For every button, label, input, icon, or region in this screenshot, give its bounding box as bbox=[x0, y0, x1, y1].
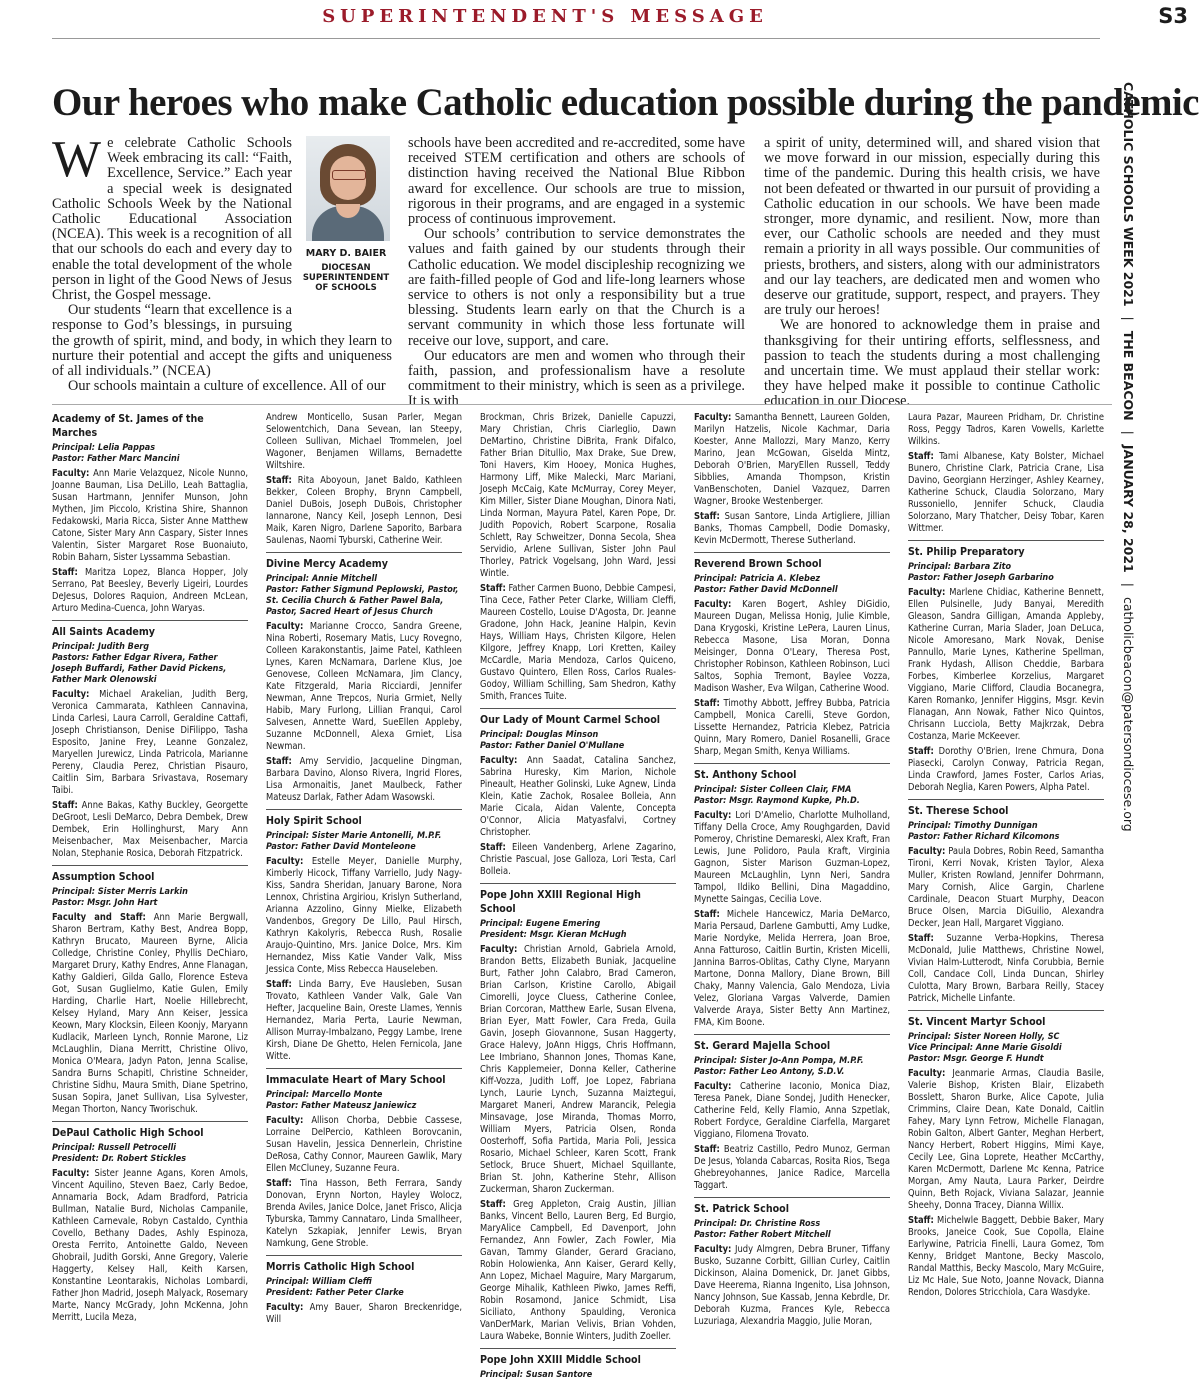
principal: Principal: Patricia A. Klebez bbox=[694, 574, 821, 584]
principal: Principal: Sister Merris Larkin bbox=[52, 887, 188, 897]
school-block bbox=[480, 1348, 676, 1381]
school-name: Morris Catholic High School bbox=[266, 1255, 462, 1274]
school-block bbox=[52, 620, 248, 860]
school-name: Academy of St. James of the Marches bbox=[52, 413, 204, 439]
pastor: Pastor: Father Joseph Garbarino bbox=[908, 573, 1054, 583]
author-photo bbox=[306, 136, 390, 241]
section-rule bbox=[52, 404, 1112, 405]
principal: Principal: Timothy Dunnigan bbox=[908, 821, 1038, 831]
vice-principal: Vice Principal: Anne Marie Gisoldi bbox=[908, 1043, 1062, 1053]
pastor: Pastor: Msgr. George F. Hundt bbox=[908, 1054, 1044, 1064]
pastor: Pastor: Father Sigmund Peplowski, Pastor, St. Cecilia Church & Father Pawel Bala, Pastor, Sacred Heart of Jesus Church bbox=[266, 585, 459, 617]
staff-list: Staff: Rita Aboyoun, Janet Baldo, Kathleen Bekker, Coleen Brophy, Brynn Campbell, Daniel DuBois, Joseph DuBois, Christopher Iannarone, Nancy Keil, Joseph Lennon, Desi Maik, Karen Nigro, Darlene Saporito, Barbara Saulenas, Naomi Tyburski, Catherine Weir. bbox=[266, 475, 462, 546]
school-name: Holy Spirit School bbox=[266, 809, 462, 828]
drop-cap: W bbox=[52, 131, 102, 188]
faculty-list-continued: Laura Pazar, Maureen Pridham, Dr. Christine Ross, Peggy Tadros, Karen Vowells, Karlette Wilkins. bbox=[908, 412, 1104, 447]
principal: Principal: Sister Colleen Clair, FMA bbox=[694, 785, 852, 795]
article-paragraph: schools have been accredited and re-accredited, some have received STEM certification and others are schools of distinction having received the National Blue Ribbon award for excellence. Our schools are true to mission, rigorous in their programs, and are engaged in a systemic process of continuous improvement. bbox=[408, 135, 745, 228]
school-name: Assumption School bbox=[52, 865, 248, 884]
school-name: St. Gerard Majella School bbox=[694, 1034, 890, 1053]
school-block bbox=[694, 1034, 890, 1192]
article-paragraph: We are honored to acknowledge them in praise and thanksgiving for their untiring efforts, selflessness, and passion to teach the students during a most challenging and uncertain time. We must applaud their stellar work: they have helped make it possible to continue Catholic education in our Diocese. bbox=[764, 317, 1100, 410]
faculty-list: Faculty: Karen Bogert, Ashley DiGidio, Maureen Dugan, Melissa Honig, Julie Kimble, Dana Krygoski, Kristine LePera, Lauren Linus, Rebecca Masone, Lisa Moran, Donna Meisinger, Donna O'Leary, Theresa Post, Christopher Robinson, Kathleen Robinson, Luci Saltos, Sophia Tremont, Baylee Vozza, Madison Washer, Eva Wilgan, Catherine Wood. bbox=[694, 599, 891, 694]
faculty-list: Faculty: Sister Jeanne Agans, Koren Amols, Vincent Aquilino, Steven Baez, Carly Bedoe, Annamaria Bock, Adam Bradford, Patricia Bullman, Natalie Burd, Nicholas Campanile, Kathleen Carnevale, Robyn Castaldo, Cynthia Covello, Bethany Dades, Ashly Espinoza, Oresta Ferrito, Antoinette Galdo, Neveen Ghobrail, Judith Gorski, Anne Gregory, Valerie Haggerty, Kelsey Hall, Keith Karsen, Konstantine Leontarakis, Nicholas Lombardi, Father Jhon Madrid, Joseph Malyack, Rosemary Marte, Nancy McGrady, John McKenna, John Merritt, Lucila Meza, bbox=[52, 1168, 248, 1323]
pastor: Pastor: Msgr. John Hart bbox=[52, 898, 158, 908]
article-paragraph: Our schools maintain a culture of excellence. All of our bbox=[68, 378, 386, 395]
pastor: Pastor: Father Richard Kilcomons bbox=[908, 832, 1060, 842]
school-name: All Saints Academy bbox=[52, 620, 248, 639]
faculty-list: Faculty: Christian Arnold, Gabriela Arnold, Brandon Betts, Elizabeth Buniak, Jacqueline Burt, Father John Calabro, Brad Cameron, Brian Carlson, Kristine Carollo, Abigail Cimorelli, Joyce Cluess, Catherine Conlee, Brian Corcoran, Matthew Earle, Susan Elvena, Brian Eyer, Matt Fowler, Cara Freda, Guila Gavin, Joseph Giovannone, Susan Haggerty, Grace Halevy, JoAnn Higgs, Chris Hoffmann, Lee Imbriano, Shannon Jones, Thomas Kane, Chris Kapplemeier, Donna Keller, Catherine Kiff-Vozza, Judith Loff, Joe Lopez, Fabriana Lynch, Laurie Lynch, Suzanna Maiztegui, Margaret Maneri, Andrew Marancik, Pelegia Minsavage, Jose Miranda, Thomas Morro, William Myers, Patricia Olsen, Ronda Oosterhoff, Sofia Partida, Maria Poli, Jessica Rosario, Michael Schleer, Karen Scott, Frank Setlock, Bruce Shuert, Michael Squillante, Brian St. John, Katherine Stehr, Allison Zuckerman, Sharon Zuckerman. bbox=[480, 944, 676, 1195]
principal: Principal: Sister Noreen Holly, SC bbox=[908, 1032, 1060, 1042]
page-number: S3 bbox=[1158, 4, 1188, 28]
sidebar-date: JANUARY 28, 2021 bbox=[1121, 444, 1136, 573]
author-name: MARY D. BAIER bbox=[305, 248, 387, 259]
sidebar-separator: | bbox=[1121, 316, 1136, 321]
school-block bbox=[480, 708, 676, 878]
school-name: Pope John XXIII Regional High School bbox=[480, 883, 676, 916]
principal: Principal: Douglas Minson bbox=[480, 730, 599, 740]
school-name: Reverend Brown School bbox=[694, 552, 890, 571]
list-column-1 bbox=[52, 412, 248, 1329]
school-block-continued bbox=[908, 412, 1104, 535]
list-column-5 bbox=[908, 412, 1104, 1304]
school-block bbox=[480, 883, 676, 1343]
school-block bbox=[694, 1197, 890, 1328]
pastor: Pastors: Father Edgar Rivera, Father Joseph Buffardi, Father David Pickens, Father Mark Olenowski bbox=[52, 653, 227, 685]
pastor: Pastor: Father Robert Mitchell bbox=[694, 1230, 831, 1240]
school-block bbox=[694, 763, 890, 1029]
headline: Our heroes who make Catholic education possible during the pandemic bbox=[52, 81, 1199, 124]
faculty-list: Faculty: Ann Marie Velazquez, Nicole Nunno, Joanne Bauman, Lisa DeLillo, Leah Battaglia, Susan Hartmann, Jennifer Munson, John Mythen, Jim Piccolo, Kristina Shire, Shannon Fedakowski, Maria Ricca, Sister Anne Matthew Catone, Sister Mary Ann Caspary, Sister Innes Valentin, Sister Margaret Rose Buonaiuto, Robin Baharn, Sister Lyssamma Sebastian. bbox=[52, 468, 248, 563]
staff-list: Staff: Tami Albanese, Katy Bolster, Michael Bunero, Christine Clark, Patricia Crane, Lisa Davino, Georgiann Herzinger, Ashley Kearney, Katherine Schuck, Claudia Solorzano, Mary Russoniello, Jennifer Schuck, Claudia Solorzano, Mary Thatcher, Deisy Tobar, Karen Wittmer. bbox=[908, 451, 1104, 534]
school-block bbox=[908, 540, 1104, 794]
article-paragraph: Our students “learn that excellence is a response to God’s blessings, in pursuing the growth of spirit, mind, and body, in which they learn to nurture their potential and accept the gifts and uniqueness of all individuals.” (NCEA) bbox=[52, 302, 392, 380]
article-column-1 bbox=[52, 131, 392, 395]
principal: Principal: Annie Mitchell bbox=[266, 574, 378, 584]
school-block bbox=[52, 865, 248, 1116]
president: President: Father Peter Clarke bbox=[266, 1288, 404, 1298]
principal: Principal: Dr. Christine Ross bbox=[694, 1219, 821, 1229]
faculty-list: Faculty: Amy Bauer, Sharon Breckenridge, Will bbox=[266, 1302, 462, 1325]
staff-list: Staff: Eileen Vandenberg, Arlene Zagarino, Christie Pascual, Jose Galloza, Lori Testa, Carl Bolleia. bbox=[480, 842, 677, 877]
staff-list: Staff: Michele Hancewicz, Maria DeMarco, Maria Persaud, Darlene Gambutti, Amy Ludke, Marie Nordyke, Melida Herrera, Joan Broe, Anna Fatturoso, Caitlin Burtin, Kristen Micelli, Jannina Barros-Oblitas, Cathy Clyne, Maryann Martone, Donna Mallory, Diane Brown, Bill Chaky, Manny Valencia, Galo Mendoza, Livia Velez, Gloriana Vargas Valverde, Damien Valverde Araya, Sister Betty Ann Martinez, FMA, Kim Boone. bbox=[694, 909, 890, 1028]
staff-list: Staff: Amy Servidio, Jacqueline Dingman, Barbara Davino, Alonso Rivera, Ingrid Flores, Lisa Armonaitis, Janet Maulbeck, Father Mateusz Darlak, Father Adam Wasowski. bbox=[266, 756, 462, 803]
article-column-3 bbox=[764, 136, 1100, 410]
sidebar-separator: | bbox=[1121, 582, 1136, 587]
principal: Principal: Barbara Zito bbox=[908, 562, 1012, 572]
school-block bbox=[52, 412, 248, 615]
school-block bbox=[266, 552, 462, 804]
faculty-list-continued: Brockman, Chris Brizek, Danielle Capuzzi, Mary Christian, Chris Ciarleglio, Dawn DeMartino, Christine DiBrita, Frank Difalco, Father Brian Ditullio, Max Drake, Sue Drew, Toni Havers, Kim Hooey, Monica Hughes, Harmony Liff, Mike Malecki, Marc Mariani, Joseph McCaig, Kate McMurray, Corey Meyer, Kim Miller, Sister Diane Moughan, Dinora Nati, Linda Norman, Mayura Patel, Karen Pope, Dr. Judith Popovich, Robert Scarpone, Rosalia Schlett, Ray Schweitzer, Donna Secola, Shea Servidio, Arlene Sullivan, Sister John Paul Thorley, Patrick Vogelsang, John Ward, Jessi Wintle. bbox=[480, 412, 676, 579]
pastor: Pastor: Father Mateusz Janiewicz bbox=[266, 1101, 417, 1111]
pastor: Pastor: Msgr. Raymond Kupke, Ph.D. bbox=[694, 796, 860, 806]
sidebar-separator: | bbox=[1121, 430, 1136, 435]
list-column-2 bbox=[266, 412, 462, 1331]
staff-list: Staff: Susan Santore, Linda Artigliere, Jillian Banks, Thomas Campbell, Dodie Domasky, Kevin McDermott, Therese Sutherland. bbox=[694, 511, 890, 546]
principal: Principal: Susan Santore bbox=[480, 1370, 593, 1380]
article-column-2 bbox=[408, 136, 745, 410]
author-title: DIOCESAN SUPERINTENDENT OF SCHOOLS bbox=[302, 263, 390, 293]
school-name: St. Therese School bbox=[908, 799, 1104, 818]
faculty-list-continued: Andrew Monticello, Susan Parler, Megan Selowentchich, Dana Sevean, Ian Steepy, Colleen Sullivan, Michael Trommelen, Joel Wagoner, Benjamen Willams, Bernadette Wiltshire. bbox=[266, 412, 462, 471]
staff-list: Staff: Dorothy O'Brien, Irene Chmura, Dona Piasecki, Carolyn Conway, Patricia Regan, Linda Crawford, James Foster, Carlos Arias, Deborah Neglia, Karen Powers, Alpha Patel. bbox=[908, 746, 1104, 793]
school-name: Our Lady of Mount Carmel School bbox=[480, 708, 676, 727]
list-column-4 bbox=[694, 412, 890, 1333]
faculty-list: Faculty: Paula Dobres, Robin Reed, Samantha Tironi, Kerri Novak, Kristen Taylor, Alexa Muller, Kristen Rowland, Jennifer Dohrmann, Mary Cornish, Alice Gargin, Charlene Cardinale, Deacon Stuart Murphy, Deacon Bruce Olsen, Marcia DiGuilio, Alexandra Decker, Jean Hall, Margaret Viggiano. bbox=[908, 846, 1104, 929]
school-name: St. Vincent Martyr School bbox=[908, 1010, 1104, 1029]
sidebar-publication: CATHOLIC SCHOOLS WEEK 2021 bbox=[1121, 82, 1136, 307]
faculty-list: Faculty: Marianne Crocco, Sandra Greene, Nina Roberti, Rosemary Matis, Lucy Rovegno, Colleen Karakonstantis, Jaime Patel, Kathleen Lynes, Karen McNamara, Darlene Klus, Joe Genovese, Colleen McNamara, Jim Clancy, Kate Fitzgerald, Maria Ricciardi, Jennifer Newman, Anne Trepcos, Nuria Grmiet, Nelly Habib, Mary Furlong, Lillian Franqui, Carol Salvesen, Annette Ward, SueEllen Appleby, Suzanne McDonnell, Alexa Grniet, Lisa Newman. bbox=[266, 621, 462, 752]
article-paragraph: Our schools’ contribution to service demonstrates the values and faith gained by our students through their Catholic education. We model discipleship recognizing we are faith-filled people of God and life-long learners whose service to others is not only a responsibility but a true blessing. Students learn early on that the Church is a servant community in which those less fortunate will receive our love, support, and care. bbox=[408, 226, 745, 349]
article-paragraph: Our educators are men and women who through their faith, passion, and professionalism have a resolute commitment to their ministry, which is seen as a privilege. It is with bbox=[408, 347, 745, 410]
list-column-3 bbox=[480, 412, 676, 1386]
faculty-list-continued: Faculty: Samantha Bennett, Laureen Golden, Marilyn Hatzelis, Nicole Kachmar, Daria Koester, Anne Mallozzi, Mary Manzo, Kerry Marino, Jean McGowan, Giselda Mintz, Deborah O'Brien, MaryEllen Russell, Teddy Sibblies, Amanda Thompson, Kristin VanBenschoten, Daniel Vazquez, Darren Wagner, Brooke Westenberger. bbox=[694, 412, 890, 507]
school-block bbox=[266, 1068, 462, 1250]
school-block bbox=[908, 1010, 1104, 1299]
pastor: Pastor: Father David Monteleone bbox=[266, 842, 416, 852]
pastor: Pastor: Father Daniel O'Mullane bbox=[480, 741, 625, 751]
staff-list: Staff: Linda Barry, Eve Hausleben, Susan Trovato, Kathleen Vander Valk, Gale Van Hefter, Jacqueline Bain, Oreste Llames, Yennis Hernandez, Maria Perta, Laurie Newman, Allison Murray-Imbalzano, Peggy Lambe, Irene Kirsh, Diane De Ghetto, Helen Fernicola, Jane Witte. bbox=[266, 979, 463, 1062]
principal: Principal: Sister Marie Antonelli, M.P.F. bbox=[266, 831, 442, 841]
faculty-list: Faculty and Staff: Ann Marie Bergwall, Sharon Bertram, Kathy Best, Andrea Bopp, Kathryn Brucato, Maureen Byrne, Alicia Colledge, Christine Conley, Phyllis DeChiaro, Margaret Drury, Kathy Endres, Anne Flanagan, Kathy Galdieri, Gilda Gallo, Florence Esteva Got, Susan Guglielmo, Katie Gulen, Emily Harding, Charlie Hart, Noelie Hillebrecht, Kelsey Hyland, Mary Ann Keiser, Jessica Keown, Mary Klocksin, Eileen Koonjy, Maryann Kudlacik, Marleen Lynch, Ronnie Marone, Liz McLaughlin, Diana Merritt, Christine Olivo, Monica O'Meara, Jadyn Paton, Jenna Scalise, Sandra Burns Schapitl, Christine Schneider, Christine Sidhu, Maura Smith, Diane Spetrino, Susan Sopira, Janet Sullivan, Lisa Sylvester, Megan Thorton, Nancy Tworischuk. bbox=[52, 912, 248, 1115]
school-block bbox=[908, 799, 1104, 1005]
staff-list: Staff: Father Carmen Buono, Debbie Campesi, Tina Cece, Father Peter Clarke, William Cleffi, Maureen Costello, Louise D'Agosta, Dr. Jeanne Gradone, John Hack, Jeanine Halpin, Kevin Hays, William Hays, Christen Kilgore, Helen Kilgore, Jeffrey Knapp, Lori Kretten, Kailey McCardle, Maria Mendoza, Carlos Quiceno, Gustavo Quintero, Ellen Ross, Carlos Ruales-Godoy, William Schilling, Sam Shedron, Kathy Smith, Frances Tuite. bbox=[480, 583, 676, 702]
staff-list: Staff: Anne Bakas, Kathy Buckley, Georgette DeGroot, Lesli DeMarco, Debra Dembek, Drew Dembek, Erin Hollinghurst, Mary Ann Meisenbacher, Max Meisenbacher, Marcia Nolan, Stephanie Rosica, Deborah Fitzpatrick. bbox=[52, 800, 248, 859]
school-block-continued bbox=[694, 412, 890, 547]
school-name: St. Patrick School bbox=[694, 1197, 890, 1216]
staff-list: Staff: Tina Hasson, Beth Ferrara, Sandy Donovan, Erynn Norton, Hayley Wolocz, Brenda Aviles, Janice Dolce, Janet Frisco, Alicja Tyburska, Tammy Cannataro, Linda Smallheer, Katelyn Szkapiak, Jennifer Lewis, Bryan Namkung, Gene Stroble. bbox=[266, 1178, 462, 1249]
photo-caption bbox=[300, 249, 392, 293]
pastor: Pastor: Father Marc Mancini bbox=[52, 454, 180, 464]
school-name: St. Anthony School bbox=[694, 763, 890, 782]
school-block bbox=[52, 1121, 248, 1324]
president: President: Dr. Robert Stickles bbox=[52, 1154, 187, 1164]
article-paragraph: a spirit of unity, determined will, and shared vision that we move forward in our mission, especially during this time of the pandemic. During this health crisis, we have not been defeated or thwarted in our pursuit of providing a Catholic education in our schools. We have been made stronger, more dynamic, and resilient. Now, more than ever, our Catholic schools are needed and they must remain a priority in all ways possible. Our communities of priests, brothers, and sisters, along with our administrators and our lay teachers, are dedicated men and women who deserve our gratitude, support, respect, and prayers. They are truly our heroes! bbox=[764, 135, 1100, 319]
school-name: Immaculate Heart of Mary School bbox=[266, 1068, 462, 1087]
staff-list: Staff: Suzanne Verba-Hopkins, Theresa McDonald, Julie Matthews, Christine Nowel, Vivian Halm-Lutterodt, Ninfa Corubbia, Bernie Coll, Candace Coll, Linda Duncan, Shirley Culotta, Mary Brown, Barbara Reilly, Stacey Patrick, Michelle Linfante. bbox=[908, 933, 1105, 1004]
faculty-list: Faculty: Jeanmarie Armas, Claudia Basile, Valerie Bishop, Kristen Blair, Elizabeth Bosslett, Sharon Burke, Alice Capote, Julia Crimmins, Claire Dean, Kate Donald, Caitlin Fahey, Mary Lynn Fetrow, Michelle Flanagan, Robin Galton, Albert Ganter, Meghan Herbert, Nancy Herbert, Robert Higgins, Mimi Kaye, Cecily Lee, Gina Loprete, Heather McCarthy, Karen McDermott, Darlene Mc Kenna, Patrice Morgan, Amy Nauta, Laura Parker, Deirdre Quinn, Beth Rojack, Viviana Salazar, Jeannie Sheehy, Donna Tracey, Dianna Willix. bbox=[908, 1068, 1105, 1211]
faculty-list: Faculty: Estelle Meyer, Danielle Murphy, Kimberly Hicock, Tiffany Varriello, Judy Nagy-Kiss, Sandra Sheridan, January Barone, Nora Lennox, Christina Argiriou, Krislyn Sutherland, Arianna Azzolino, Ginny Mielke, Elizabeth Vandenbos, Gregory De Lillo, Paul Hirsch, Kathryn Kakolyris, Rebecca Rush, Rosalie Araujo-Quintino, Mrs. Janice Dolce, Mrs. Kim Hernandez, Miss Katie Vander Valk, Miss Jessica Conte, Miss Rebecca Hauseleben. bbox=[266, 856, 462, 975]
school-name: DePaul Catholic High School bbox=[52, 1121, 248, 1140]
faculty-list: Faculty: Catherine Iaconio, Monica Diaz, Teresa Panek, Diane Sondej, Judith Henecker, Catherine Feld, Kelly Flamio, Anna Szpetlak, Robert Fordyce, Geraldine Ciarfella, Margaret Viggiano, Filomena Trovato. bbox=[694, 1081, 890, 1140]
faculty-list: Faculty: Lori D'Amelio, Charlotte Mulholland, Tiffany Della Croce, Amy Roughgarden, David Pomeroy, Christine Demareski, Alex Kraft, Fran Lewis, June Polidoro, Paula Kraft, Virginia Gagnon, Sister Marison Guzman-Lopez, Maureen McLaughlin, Lynn Neri, Sandra Tampol, Ildiko Bellini, Dina Magaddino, Mynette Saingas, Cecilia Love. bbox=[694, 810, 891, 905]
staff-list: Staff: Timothy Abbott, Jeffrey Bubba, Patricia Campbell, Monica Carelli, Steve Gordon, Lissette Hernandez, Patricia Klebez, Patricia Quinn, Mary Romero, Daniel Rosanelli, Grace Sharp, Megan Smith, Kenya Williams. bbox=[694, 698, 891, 757]
principal: Principal: Russell Petrocelli bbox=[52, 1143, 177, 1153]
school-name: Divine Mercy Academy bbox=[266, 552, 462, 571]
top-rule bbox=[52, 38, 1100, 39]
faculty-list: Faculty: Judy Almgren, Debra Bruner, Tiffany Busko, Suzanne Corbitt, Gillian Curley, Caitlin Dickinson, Alaina Domenick, Dr. Janet Gibbs, Dave Heerema, Rianna Ingenito, Lisa Johnson, Nancy Johnson, Sue Kassab, Jenna Kebrdle, Dr. Deborah Kuzma, Frances Kyle, Rebecca Luzuriaga, Alexandria Maggio, Julie Moran, bbox=[694, 1244, 890, 1327]
faculty-list: Faculty: Ann Saadat, Catalina Sanchez, Sabrina Huresky, Kim Marion, Nichole Pineault, Heather Golinski, Luke Agnew, Linda Klein, Katie Zachok, Rosalee Bolleia, Ann Marie Cicala, Aidan Valente, Concepta O'Connor, Alicia Matyasfalvi, Cortney Christopher. bbox=[480, 755, 677, 838]
section-kicker: SUPERINTENDENT'S MESSAGE bbox=[322, 6, 768, 27]
school-name: St. Philip Preparatory bbox=[908, 540, 1104, 559]
photo-float bbox=[300, 136, 392, 326]
pastor: Pastor: Father Leo Antony, S.D.V. bbox=[694, 1067, 845, 1077]
faculty-list: Faculty: Michael Arakelian, Judith Berg, Veronica Cammarata, Kathleen Cannavina, Linda Carlesi, Laura Carroll, Geraldine Cattafi, Joseph Christianson, Denise DiFilippo, Tasha Esposito, Janine Frey, Leanne Gonzalez, Maryellen Jurewicz, Linda Patricola, Marianne Pereny, Claudia Perez, Christian Pisauro, Caitlin Sim, Barbara Srivastava, Rosemary Taibi. bbox=[52, 689, 248, 796]
staff-list: Staff: Greg Appleton, Craig Austin, Jillian Banks, Vincent Bello, Lauren Berg, Ed Burgio, MaryAlice Campbell, Ed Davenport, John Fernandez, Ann Fowler, Zach Fowler, Mia Gavan, Tammy Glander, Gerard Graciano, Robin Holowienka, Ann Kaiser, Gerard Kelly, Ann Lopez, Michael Maguire, Mary Margarum, George Mihalik, Kathleen Piwko, James Reffi, Robin Rosamond, Janice Schmidt, Lisa Siciliato, Anthony Spaulding, Veronica VanDerMark, Marian Velivis, Brian Vohden, Laura Wabeke, Bonnie Winters, Judith Zoeller. bbox=[480, 1199, 676, 1342]
sidebar-url[interactable]: catholicbeacon@patersondiocese.org bbox=[1121, 596, 1136, 832]
president: President: Msgr. Kieran McHugh bbox=[480, 930, 627, 940]
school-block-continued bbox=[480, 412, 676, 703]
school-block bbox=[694, 552, 890, 758]
staff-list: Staff: Beatriz Castillo, Pedro Munoz, German De Jesus, Yolanda Cabarcas, Rosita Rios, Tsega Ghebreyohannes, Janice Radice, Marcella Taggart. bbox=[694, 1144, 891, 1191]
principal: Principal: Judith Berg bbox=[52, 642, 150, 652]
staff-list: Staff: Maritza Lopez, Blanca Hopper, Joly Serrano, Pat Beesley, Beverly Ligeiri, Lourdes DeJesus, Dolores Raquion, Andreen McLean, Arturo Medina-Cuenca, John Waryas. bbox=[52, 567, 248, 614]
school-block bbox=[266, 809, 462, 1063]
faculty-list: Faculty: Marlene Chidiac, Katherine Bennett, Ellen Pulsinelle, Judy Banyai, Meredith Gleason, Sandra Gilligan, Amanda Appleby, Katherine Curran, Maria Slader, Joan DeLuca, Nicole Amoresano, Mark Novak, Denise Pannullo, Marie Lynes, Katherine Spellman, Frank Hydash, Allison Cheddie, Barbara Forbes, Kimberlee Korzelius, Margaret Viggiano, Marie Clifford, Claudia Bocanegra, Karen Romanko, Jennifer Higgins, Msgr. Kevin Flanagan, Ann Nowak, Father Nico Quintos, Chrisann Lucciola, Betty Majkrzak, Debra Costanza, Marie McKeever. bbox=[908, 587, 1104, 742]
school-lists bbox=[52, 412, 1112, 1380]
school-name: Pope John XXIII Middle School bbox=[480, 1348, 676, 1367]
article-body bbox=[52, 131, 1100, 410]
principal: Principal: Lelia Pappas bbox=[52, 443, 156, 453]
vertical-sidebar bbox=[1112, 82, 1146, 832]
staff-list: Staff: Michelwle Baggett, Debbie Baker, Mary Brooks, Janeice Cook, Sue Copolla, Elaine Earlywine, Patricia Finelli, Laura Gomez, Tom Kenny, Bridget Mantone, Becky Mascolo, Randal Matthis, Becky Mascolo, Mary McGuire, Liz Mc Hale, Sue Noto, Joanne Novack, Dianna Rendon, Dolores Stricchiola, Cara Wasdyke. bbox=[908, 1215, 1104, 1298]
principal: Principal: William Cleffi bbox=[266, 1277, 373, 1287]
article-paragraph: We celebrate Catholic Schools Week embracing its call: “Faith, Excellence, Service.” Each year a special week is designated Catholic Schools Week by the National Catholic Educational Association (NCEA). This week is a recognition of all that our schools do each and every day to enable the total development of the whole person in light of the Good News of Jesus Christ, the Gospel message. bbox=[52, 131, 292, 304]
faculty-list: Faculty: Allison Chorba, Debbie Cassese, Lorraine DelPercio, Kathleen Borovcanin, Susan Havelin, Jessica Dennerlein, Christine DeRosa, Cathy Connor, Maureen Gawlik, Mary Ellen McCluney, Suzanne Feura. bbox=[266, 1115, 462, 1174]
school-block-continued bbox=[266, 412, 462, 547]
sidebar-paper: THE BEACON bbox=[1121, 330, 1136, 421]
principal: Principal: Marcello Monte bbox=[266, 1090, 383, 1100]
principal: Principal: Sister Jo-Ann Pompa, M.P.F. bbox=[694, 1056, 864, 1066]
pastor: Pastor: Father David McDonnell bbox=[694, 585, 838, 595]
principal: Principal: Eugene Emering bbox=[480, 919, 601, 929]
